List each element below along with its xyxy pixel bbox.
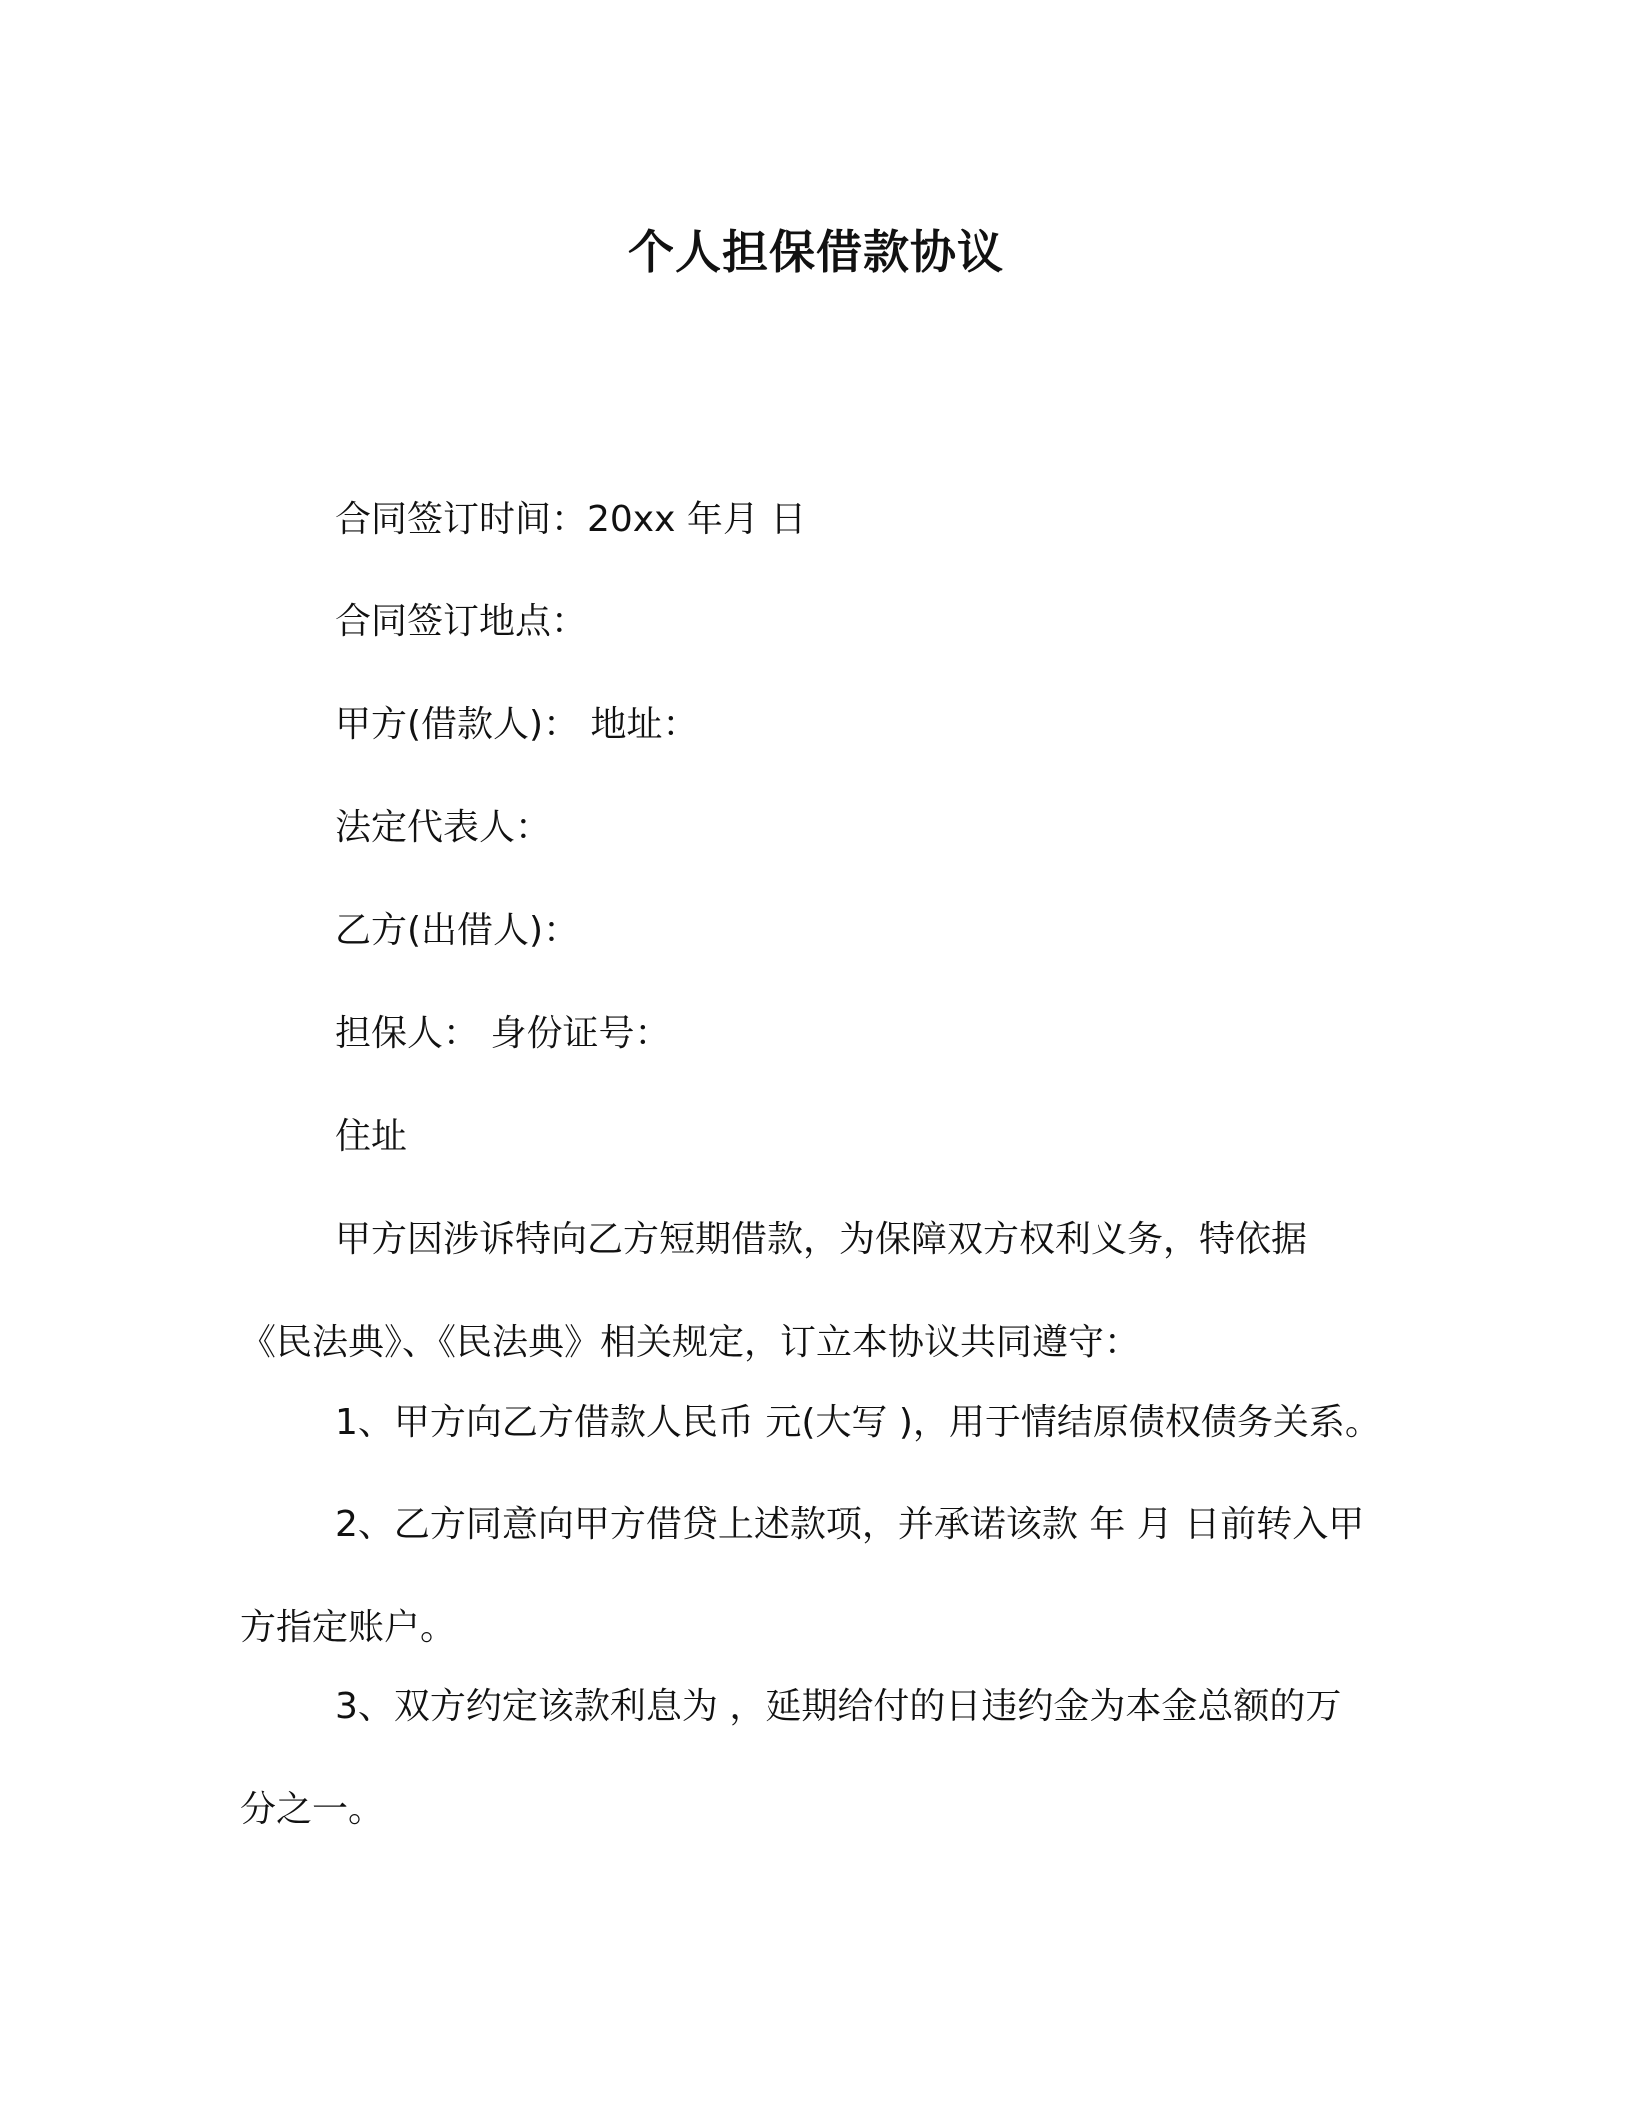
intro-line-2: 《民法典》、《民法典》相关规定，订立本协议共同遵守：: [240, 1322, 1141, 1363]
party-a-field: 甲方(借款人)： 地址：: [335, 704, 699, 745]
clause-2-paragraph: [240, 1500, 1400, 1653]
clause-3-paragraph: [240, 1682, 1400, 1835]
intro-paragraph: [240, 1215, 1400, 1368]
sign-place-field: 合同签订地点：: [335, 601, 588, 642]
sign-time-field: 合同签订时间：20xx 年月 日: [335, 499, 807, 540]
guarantor-field: 担保人： 身份证号：: [335, 1013, 671, 1054]
intro-line-1: 甲方因涉诉特向乙方短期借款，为保障双方权利义务，特依据: [335, 1219, 1308, 1260]
clause-2-line-1: 2、乙方同意向甲方借贷上述款项，并承诺该款 年 月 日前转入甲: [335, 1504, 1365, 1545]
clause-1-paragraph: [240, 1398, 1400, 1448]
residence-field: 住址: [335, 1116, 408, 1157]
clause-3-line-1: 3、双方约定该款利息为 ，延期给付的日违约金为本金总额的万: [335, 1686, 1342, 1727]
legal-representative-field: 法定代表人：: [335, 807, 552, 848]
party-b-field: 乙方(出借人)：: [335, 910, 580, 951]
clause-3-line-2: 分之一。: [240, 1789, 385, 1830]
clause-2-line-2: 方指定账户。: [240, 1607, 457, 1648]
clause-1-line-1: 1、甲方向乙方借款人民币 元(大写 )，用于情结原债权债务关系。: [335, 1402, 1381, 1443]
document-title: 个人担保借款协议: [628, 225, 1004, 279]
